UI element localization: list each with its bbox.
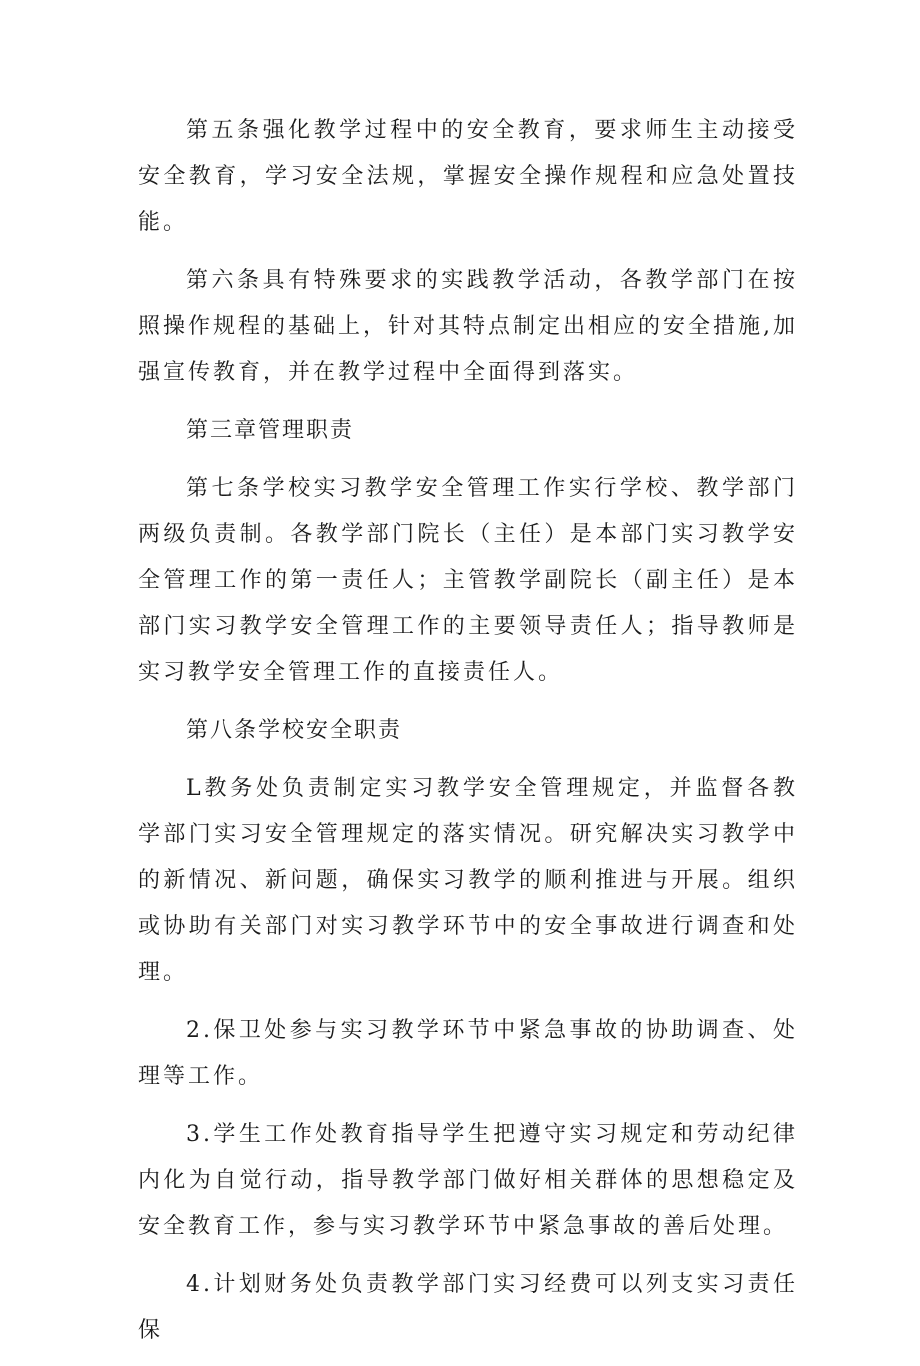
article-6-paragraph: 第六条具有特殊要求的实践教学活动，各教学部门在按照操作规程的基础上，针对其特点制定出相应的安全措施,加强宣传教育，并在教学过程中全面得到落实。 <box>138 268 798 385</box>
item-1-paragraph: L教务处负责制定实习教学安全管理规定，并监督各教学部门实习安全管理规定的落实情况。研究解决实习教学中的新情况、新问题，确保实习教学的顺利推进与开展。组织或协助有关部门对实习教学环节中的安全事故进行调查和处理。 <box>138 776 798 985</box>
item-2-paragraph: 2.保卫处参与实习教学环节中紧急事故的协助调查、处理等工作。 <box>138 1018 798 1089</box>
article-5-paragraph: 第五条强化教学过程中的安全教育，要求师生主动接受安全教育，学习安全法规，掌握安全操作规程和应急处置技能。 <box>138 118 798 235</box>
chapter-3-heading: 第三章管理职责 <box>186 418 355 443</box>
item-3-paragraph: 3.学生工作处教育指导学生把遵守实习规定和劳动纪律内化为自觉行动，指导教学部门做好相关群体的思想稳定及安全教育工作，参与实习教学环节中紧急事故的善后处理。 <box>138 1122 798 1239</box>
article-8-heading: 第八条学校安全职责 <box>186 718 403 743</box>
document-body <box>138 108 798 1366</box>
article-7-paragraph: 第七条学校实习教学安全管理工作实行学校、教学部门两级负责制。各教学部门院长（主任）是本部门实习教学安全管理工作的第一责任人；主管教学副院长（副主任）是本部门实习教学安全管理工作的主要领导责任人；指导教师是实习教学安全管理工作的直接责任人。 <box>138 476 798 685</box>
item-4-paragraph: 4.计划财务处负责教学部门实习经费可以列支实习责任保 <box>138 1272 798 1343</box>
